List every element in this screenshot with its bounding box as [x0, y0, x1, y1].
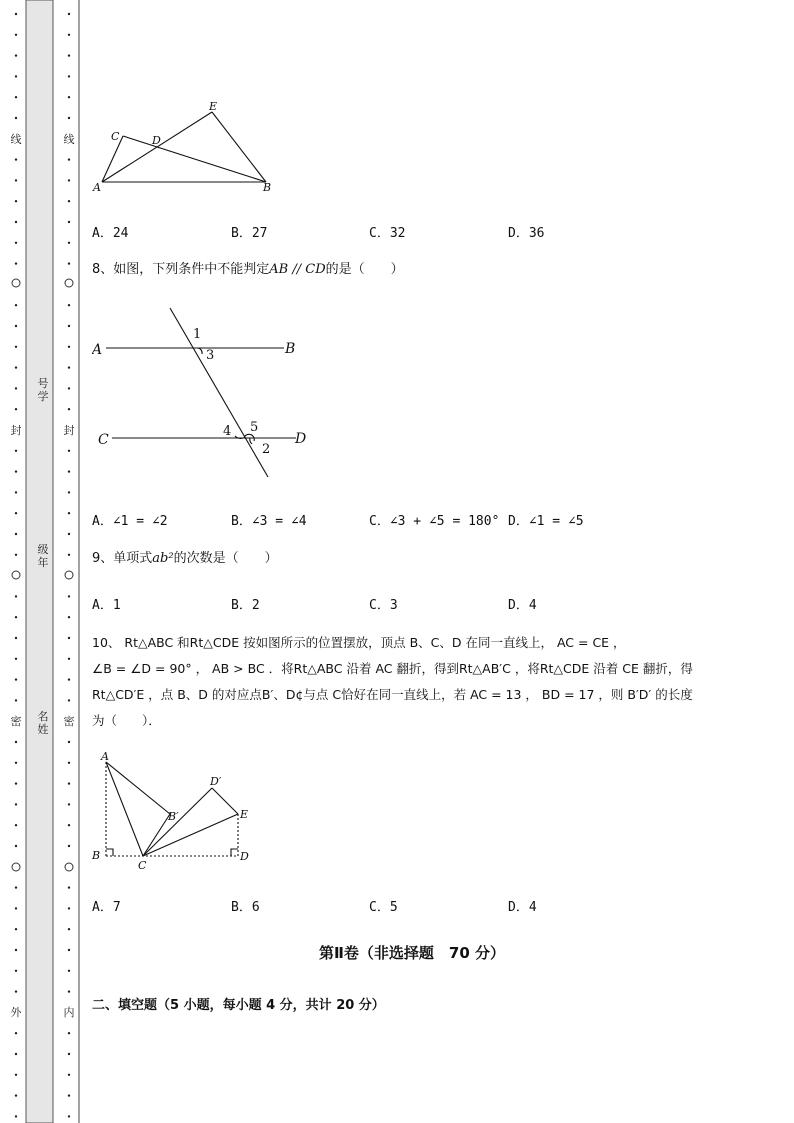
q8-option-d[interactable]: D．∠1 = ∠5 — [508, 514, 584, 529]
q8-option-c[interactable]: C．∠3 + ∠5 = 180° — [369, 514, 500, 529]
q9-option-c[interactable]: C．3 — [369, 598, 398, 613]
inner-mark-mi: 密 — [63, 715, 75, 728]
q10-label-b-prime: B′ — [168, 810, 179, 823]
q8-label-d: D — [295, 431, 307, 447]
q8-angle-1: 1 — [193, 327, 202, 342]
q8-label-c: C — [98, 432, 109, 448]
q10-label-d-prime: D′ — [210, 775, 222, 788]
q8-stem — [92, 262, 404, 278]
inner-mark-nei: 内 — [63, 1006, 75, 1019]
q9-option-b[interactable]: B．2 — [231, 598, 260, 613]
q8-stem-math: AB // CD — [269, 262, 326, 277]
part-title: 二、填空题（5 小题，每小题 4 分，共计 20 分） — [92, 998, 385, 1013]
q9-stem-prefix: 9、单项式 — [92, 551, 153, 566]
q9-option-d[interactable]: D．4 — [508, 598, 537, 613]
q7-label-e: E — [209, 100, 218, 113]
q8-option-b[interactable]: B．∠3 = ∠4 — [231, 514, 307, 529]
q8-options — [92, 510, 692, 529]
grade-label: 级年 — [37, 543, 49, 569]
student-number-label: 号学 — [37, 377, 49, 403]
q9-stem-suffix: 的次数是（ ） — [173, 551, 278, 566]
q8-label-b: B — [285, 341, 296, 357]
q10-options — [92, 896, 692, 915]
section-title: 第Ⅱ卷（非选择题 70 分） — [319, 944, 505, 962]
q7-option-b[interactable]: B．27 — [231, 226, 268, 241]
q8-angle-5: 5 — [250, 420, 259, 435]
q10-option-b[interactable]: B．6 — [231, 900, 260, 915]
q7-option-c[interactable]: C．32 — [369, 226, 406, 241]
q7-label-a: A — [93, 181, 101, 194]
q10-option-c[interactable]: C．5 — [369, 900, 398, 915]
q7-options — [92, 222, 692, 241]
q10-label-e: E — [240, 808, 249, 821]
q10-option-d[interactable]: D．4 — [508, 900, 537, 915]
q10-line-1: 10、 Rt△ABC 和Rt△CDE 按如图所示的位置摆放，顶点 B、C、D 在同一直线上， AC = CE ， — [92, 635, 626, 650]
q8-stem-prefix: 8、如图，下列条件中不能判定 — [92, 262, 270, 277]
q10-line-2: ∠B = ∠D = 90° ， AB > BC ．将Rt△ABC 沿着 AC 翻折，得到Rt△AB′C ，将Rt△CDE 沿着 CE 翻折，得 — [92, 661, 693, 676]
outer-mark-mi: 密 — [10, 715, 22, 728]
q10-label-a: A — [101, 750, 109, 763]
outer-mark-feng: 封 — [10, 424, 22, 437]
q8-angle-3: 3 — [206, 348, 215, 363]
q8-angle-4: 4 — [223, 424, 232, 439]
q7-option-d[interactable]: D．36 — [508, 226, 545, 241]
q7-label-c: C — [111, 130, 120, 143]
q10-label-d: D — [240, 850, 249, 863]
q10-line-4: 为（ ）． — [92, 713, 161, 728]
name-label: 名姓 — [37, 710, 49, 736]
q7-label-d: D — [152, 134, 161, 147]
q7-label-b: B — [263, 181, 272, 194]
q10-label-c: C — [138, 859, 147, 872]
q7-figure — [92, 98, 292, 198]
q9-stem-math: ab² — [152, 551, 174, 566]
q8-stem-suffix: 的是（ ） — [325, 262, 404, 277]
q8-option-a[interactable]: A．∠1 = ∠2 — [92, 514, 168, 529]
q10-line-3: Rt△CD′E ，点 B、D 的对应点B′、D¢与点 C恰好在同一直线上，若 AC = 13 ， BD = 17 ，则 B′D′ 的长度 — [92, 687, 693, 702]
inner-mark-xian: 线 — [63, 133, 75, 146]
q9-option-a[interactable]: A．1 — [92, 598, 121, 613]
inner-mark-feng: 封 — [63, 424, 75, 437]
q10-option-a[interactable]: A．7 — [92, 900, 121, 915]
q9-options — [92, 594, 692, 613]
outer-mark-wai: 外 — [10, 1006, 22, 1019]
q10-label-b: B — [92, 849, 101, 862]
q8-figure — [92, 300, 312, 485]
q8-angle-2: 2 — [262, 442, 271, 457]
q8-label-a: A — [92, 342, 103, 358]
outer-mark-xian: 线 — [10, 133, 22, 146]
q7-option-a[interactable]: A．24 — [92, 226, 129, 241]
q10-figure — [88, 748, 258, 873]
q9-stem — [92, 551, 278, 567]
